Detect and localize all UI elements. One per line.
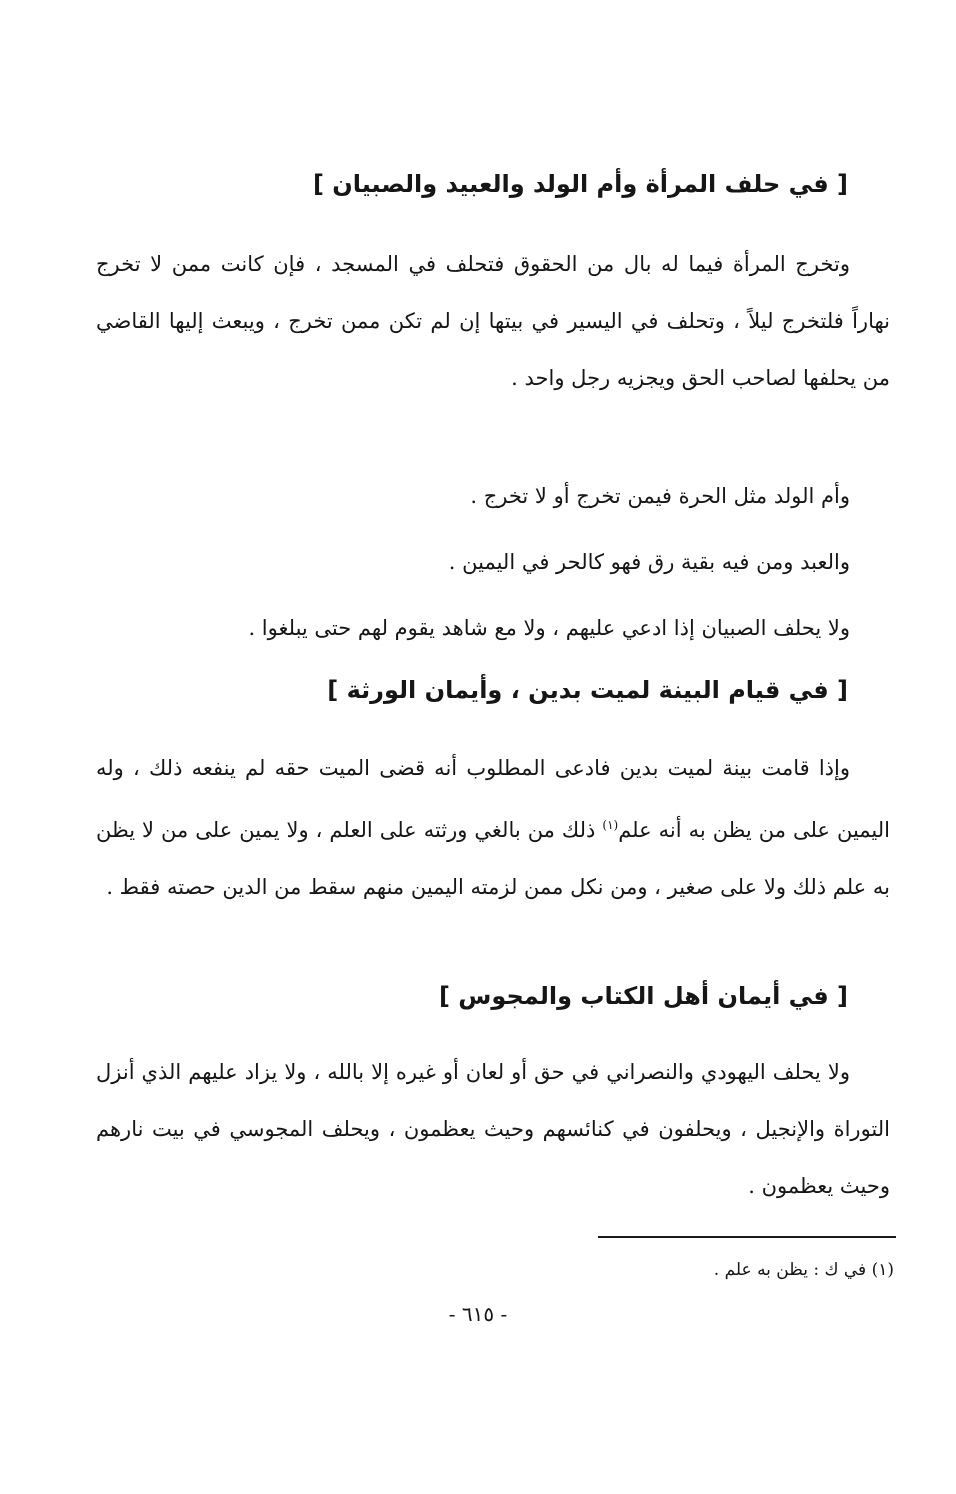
paragraph-evidence-for-deceased (96, 740, 890, 916)
paragraph-women-oath (96, 236, 890, 407)
page-number: - ٦١٥ - (448, 1302, 508, 1326)
section-heading-evidence-for-deceased: [ في قيام البينة لميت بدين ، وأيمان الورثة ] (327, 676, 848, 704)
paragraph-people-of-book (96, 1044, 890, 1215)
paragraph-text: وتخرج المرأة فيما له بال من الحقوق فتحلف في المسجد ، فإن كانت ممن لا تخرج نهاراً فلتخرج ليلاً ، وتحلف في اليسير في بيتها إن لم تكن ممن تخرج ، ويبعث إليها القاضي من يحلفها لصاحب الحق ويجزيه رجل واحد . (96, 252, 890, 390)
paragraph-slave: والعبد ومن فيه بقية رق فهو كالحر في اليمين . (448, 550, 850, 574)
paragraph-text: ولا يحلف اليهودي والنصراني في حق أو لعان أو غيره إلا بالله ، ولا يزاد عليهم الذي أنزل التوراة والإنجيل ، ويحلفون في كنائسهم وحيث يعظمون ، ويحلف المجوسي في بيت نارهم وحيث يعظمون . (96, 1060, 890, 1198)
paragraph-text-part-2: ذلك من بالغي ورثته على العلم ، ولا يمين على من لا يظن به علم ذلك ولا على صغير ، ومن نكل ممن لزمته اليمين منهم سقط من الدين حصته فقط . (96, 818, 890, 899)
section-heading-women-oath: [ في حلف المرأة وأم الولد والعبيد والصبيان ] (312, 170, 848, 198)
paragraph-text-part-1: وإذا قامت بينة لميت بدين فادعى المطلوب أنه قضى الميت حقه لم ينفعه ذلك ، وله اليمين على من يظن به أنه علم (96, 756, 890, 842)
footnote-1: (١) في ك : يظن به علم . (713, 1260, 894, 1280)
footnote-separator (598, 1236, 896, 1238)
footnote-reference[interactable]: (١) (602, 818, 619, 832)
paragraph-umm-walad: وأم الولد مثل الحرة فيمن تخرج أو لا تخرج . (470, 484, 850, 508)
section-heading-people-of-book: [ في أيمان أهل الكتاب والمجوس ] (438, 982, 848, 1010)
paragraph-children: ولا يحلف الصبيان إذا ادعي عليهم ، ولا مع شاهد يقوم لهم حتى يبلغوا . (248, 616, 850, 640)
